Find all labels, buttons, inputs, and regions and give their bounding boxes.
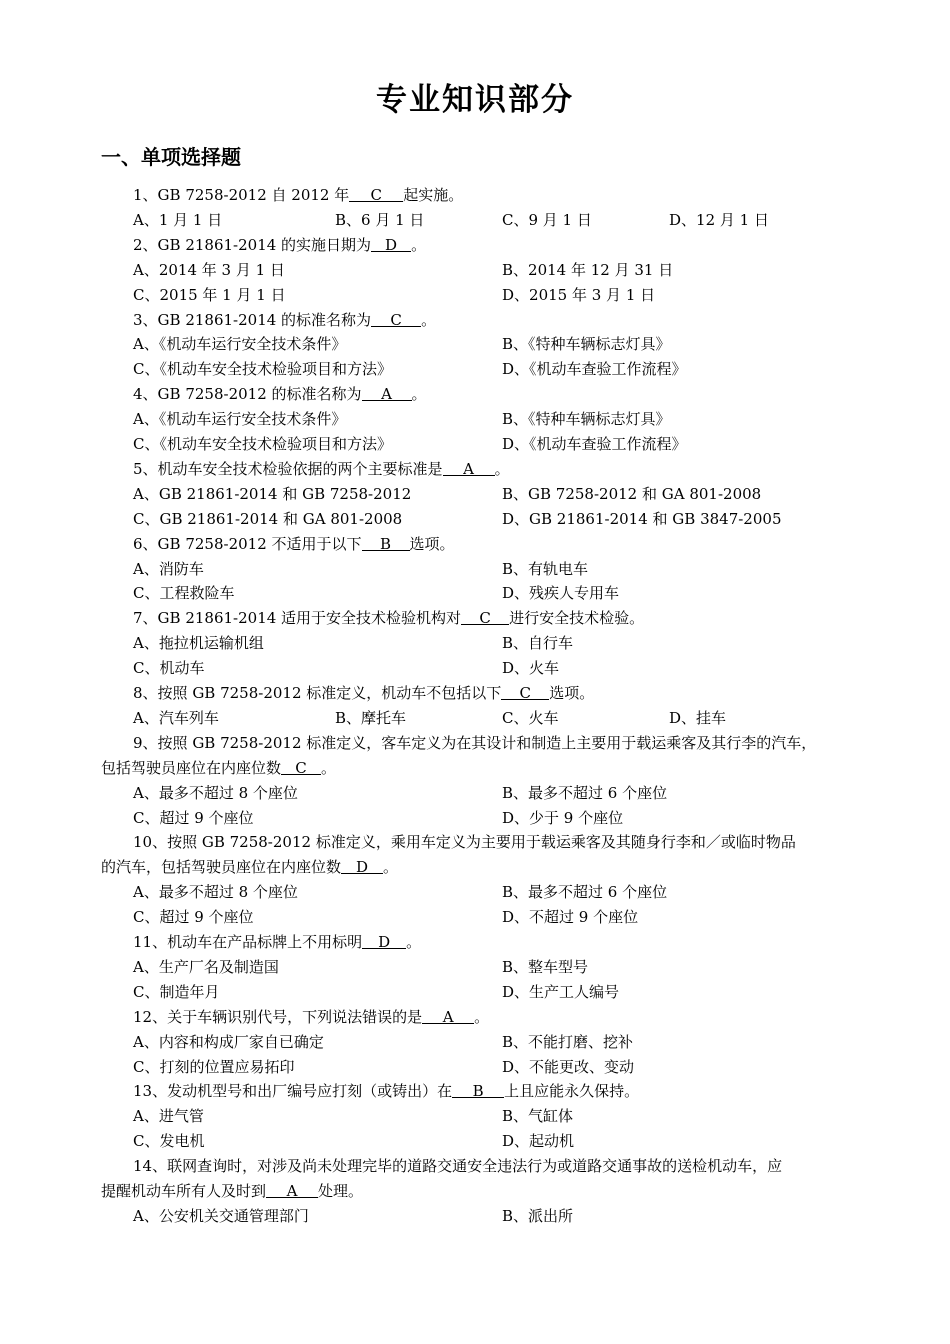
options-row (133, 706, 858, 730)
question-text-end: 。 (494, 459, 510, 478)
options-row (133, 1055, 858, 1079)
option-b: B、最多不超过 6 个座位 (502, 883, 668, 902)
option-c: C、《机动车安全技术检验项目和方法》 (133, 435, 392, 453)
answer-blank: B (452, 1079, 504, 1098)
options-row (133, 955, 858, 979)
option-a: A、内容和构成厂家自已确定 (133, 1032, 324, 1051)
option-a: A、汽车列车 (133, 708, 219, 727)
question-text: 按照 GB 7258-2012 标准定义，乘用车定义为主要用于载运乘客及其随身行李和／或临时物品 (167, 833, 796, 852)
option-a: A、最多不超过 8 个座位 (133, 783, 298, 802)
options-row (133, 656, 858, 680)
option-a: A、《机动车运行安全技术条件》 (133, 335, 347, 354)
question-number: 2、 (133, 235, 158, 254)
question-number: 6、 (133, 534, 158, 553)
question-stem (133, 606, 858, 630)
answer-blank: C (371, 308, 421, 327)
options-row (133, 1204, 858, 1228)
options-row (133, 332, 858, 356)
option-c: C、火车 (502, 708, 559, 727)
option-a: A、最多不超过 8 个座位 (133, 883, 298, 902)
question-stem (133, 930, 858, 954)
option-c: C、超过 9 个座位 (133, 808, 254, 827)
question-stem (133, 532, 858, 556)
question-stem (133, 1005, 858, 1029)
question-text: GB 21861-2014 适用于安全技术检验机构对 (157, 609, 462, 628)
options-row (133, 407, 858, 431)
option-b: B、整车型号 (502, 957, 589, 976)
option-b: B、气缸体 (502, 1107, 574, 1126)
option-a: A、消防车 (133, 559, 204, 578)
options-row (133, 482, 858, 506)
option-c: C、制造年月 (133, 982, 220, 1001)
question-text-end: 。 (411, 385, 427, 404)
options-row (133, 631, 858, 655)
question-stem (133, 1079, 858, 1103)
answer-blank: C (349, 183, 403, 202)
options-row (133, 432, 858, 456)
question-number: 7、 (133, 609, 158, 628)
question-text-end: 。 (411, 235, 427, 254)
question-number: 12、 (133, 1007, 168, 1026)
option-b: B、派出所 (502, 1206, 574, 1225)
option-d: D、残疾人专用车 (502, 584, 620, 603)
question-stem-continued (101, 855, 858, 879)
options-row (133, 1030, 858, 1054)
option-d: D、不超过 9 个座位 (502, 908, 639, 927)
question-text-end: 选项。 (549, 684, 595, 702)
option-b: B、GB 7258-2012 和 GA 801-2008 (502, 484, 762, 503)
option-c: C、《机动车安全技术检验项目和方法》 (133, 360, 392, 379)
options-row (133, 581, 858, 605)
question-stem-continued (101, 756, 858, 780)
answer-blank: A (422, 1005, 474, 1024)
option-a: A、生产厂名及制造国 (133, 957, 279, 976)
option-b: B、不能打磨、挖补 (502, 1032, 634, 1051)
question-text-end: 。 (474, 1007, 490, 1026)
option-b: B、有轨电车 (502, 559, 589, 578)
question-number: 4、 (133, 385, 158, 404)
question-stem (133, 1154, 858, 1178)
question-text: 按照 GB 7258-2012 标准定义，客车定义为在其设计和制造上主要用于载运乘客及其行李的汽车， (157, 733, 817, 752)
question-number: 13、 (133, 1082, 168, 1101)
question-text: 按照 GB 7258-2012 标准定义，机动车不包括以下 (157, 684, 502, 702)
answer-blank: D (362, 930, 406, 949)
answer-blank: A (443, 457, 495, 476)
option-c: C、2015 年 1 月 1 日 (133, 285, 286, 304)
question-text: GB 7258-2012 自 2012 年 (157, 186, 350, 204)
question-text-end: 。 (321, 758, 337, 777)
answer-blank: A (362, 382, 412, 401)
question-stem (133, 382, 858, 406)
option-c: C、发电机 (133, 1132, 205, 1151)
option-a: A、GB 21861-2014 和 GB 7258-2012 (133, 484, 412, 503)
option-d: D、12 月 1 日 (669, 210, 769, 229)
question-text-end: 。 (421, 310, 437, 329)
question-text-end: 。 (406, 933, 422, 951)
question-text: 联网查询时，对涉及尚未处理完毕的道路交通安全违法行为或道路交通事故的送检机动车，应 (167, 1157, 783, 1176)
question-text: 发动机型号和出厂编号应打刻（或铸出）在 (167, 1082, 453, 1101)
question-text: 包括驾驶员座位在内座位数 (101, 758, 282, 777)
option-c: C、工程救险车 (133, 584, 235, 603)
options-row (133, 507, 858, 531)
question-number: 9、 (133, 733, 158, 752)
options-row (133, 980, 858, 1004)
question-text: 机动车安全技术检验依据的两个主要标准是 (157, 459, 443, 478)
question-text-end: 上且应能永久保持。 (504, 1082, 640, 1101)
option-d: D、2015 年 3 月 1 日 (502, 285, 656, 304)
option-a: A、进气管 (133, 1107, 204, 1126)
question-text-end: 进行安全技术检验。 (509, 609, 645, 628)
options-row (133, 781, 858, 805)
question-number: 14、 (133, 1157, 168, 1176)
question-text: GB 7258-2012 不适用于以下 (157, 534, 362, 553)
option-d: D、火车 (502, 659, 560, 678)
option-b: B、2014 年 12 月 31 日 (502, 260, 674, 279)
option-a: A、1 月 1 日 (133, 210, 223, 229)
answer-blank: C (501, 681, 549, 700)
option-a: A、公安机关交通管理部门 (133, 1206, 309, 1225)
question-text: 机动车在产品标牌上不用标明 (167, 933, 363, 951)
option-a: A、《机动车运行安全技术条件》 (133, 410, 347, 429)
question-number: 8、 (133, 684, 158, 702)
answer-blank: A (266, 1179, 318, 1198)
answer-blank: C (281, 756, 321, 775)
question-text-end: 处理。 (318, 1182, 364, 1200)
option-c: C、9 月 1 日 (502, 210, 592, 229)
question-number: 1、 (133, 186, 158, 204)
option-a: A、拖拉机运输机组 (133, 634, 264, 653)
question-text-end: 。 (383, 858, 399, 877)
option-b: B、摩托车 (335, 708, 407, 727)
option-b: B、自行车 (502, 634, 574, 653)
option-d: D、起动机 (502, 1132, 575, 1151)
question-stem (133, 233, 858, 257)
option-d: D、《机动车查验工作流程》 (502, 435, 687, 453)
question-number: 3、 (133, 310, 158, 329)
options-row (133, 557, 858, 581)
options-row (133, 806, 858, 830)
page-title: 专业知识部分 (376, 82, 574, 118)
options-row (133, 1129, 858, 1153)
question-number: 10、 (133, 833, 168, 852)
section-title: 一、单项选择题 (101, 145, 241, 169)
question-text: GB 21861-2014 的标准名称为 (157, 310, 372, 329)
question-stem (133, 457, 858, 481)
option-d: D、《机动车查验工作流程》 (502, 360, 687, 379)
option-d: D、生产工人编号 (502, 982, 620, 1001)
question-stem (133, 731, 858, 755)
question-number: 5、 (133, 459, 158, 478)
options-row (133, 1104, 858, 1128)
question-text: GB 7258-2012 的标准名称为 (157, 385, 362, 404)
option-d: D、不能更改、变动 (502, 1057, 635, 1076)
question-stem (133, 681, 858, 705)
option-b: B、最多不超过 6 个座位 (502, 783, 668, 802)
option-c: C、超过 9 个座位 (133, 908, 254, 927)
question-text: GB 21861-2014 的实施日期为 (157, 235, 372, 254)
option-d: D、GB 21861-2014 和 GB 3847-2005 (502, 509, 782, 528)
option-d: D、挂车 (669, 708, 727, 727)
option-c: C、打刻的位置应易拓印 (133, 1057, 295, 1076)
options-row (133, 880, 858, 904)
question-stem (133, 308, 858, 332)
option-c: C、机动车 (133, 659, 205, 678)
option-b: B、《特种车辆标志灯具》 (502, 335, 671, 354)
question-text-end: 起实施。 (403, 186, 464, 204)
answer-blank: C (461, 606, 509, 625)
option-d: D、少于 9 个座位 (502, 808, 624, 827)
option-a: A、2014 年 3 月 1 日 (133, 260, 285, 279)
question-stem-continued (101, 1179, 858, 1203)
question-text: 的汽车，包括驾驶员座位在内座位数 (101, 858, 342, 877)
question-text-end: 选项。 (409, 534, 455, 553)
answer-blank: D (371, 233, 411, 252)
options-row (133, 905, 858, 929)
question-stem (133, 830, 858, 854)
answer-blank: D (341, 855, 383, 874)
options-row (133, 208, 858, 232)
options-row (133, 283, 858, 307)
options-row (133, 357, 858, 381)
options-row (133, 258, 858, 282)
answer-blank: B (362, 532, 410, 551)
question-number: 11、 (133, 933, 168, 951)
option-b: B、6 月 1 日 (335, 210, 425, 229)
option-b: B、《特种车辆标志灯具》 (502, 410, 671, 429)
question-text: 关于车辆识别代号，下列说法错误的是 (167, 1007, 423, 1026)
option-c: C、GB 21861-2014 和 GA 801-2008 (133, 509, 403, 528)
question-text: 提醒机动车所有人及时到 (101, 1182, 267, 1200)
question-stem (133, 183, 858, 207)
